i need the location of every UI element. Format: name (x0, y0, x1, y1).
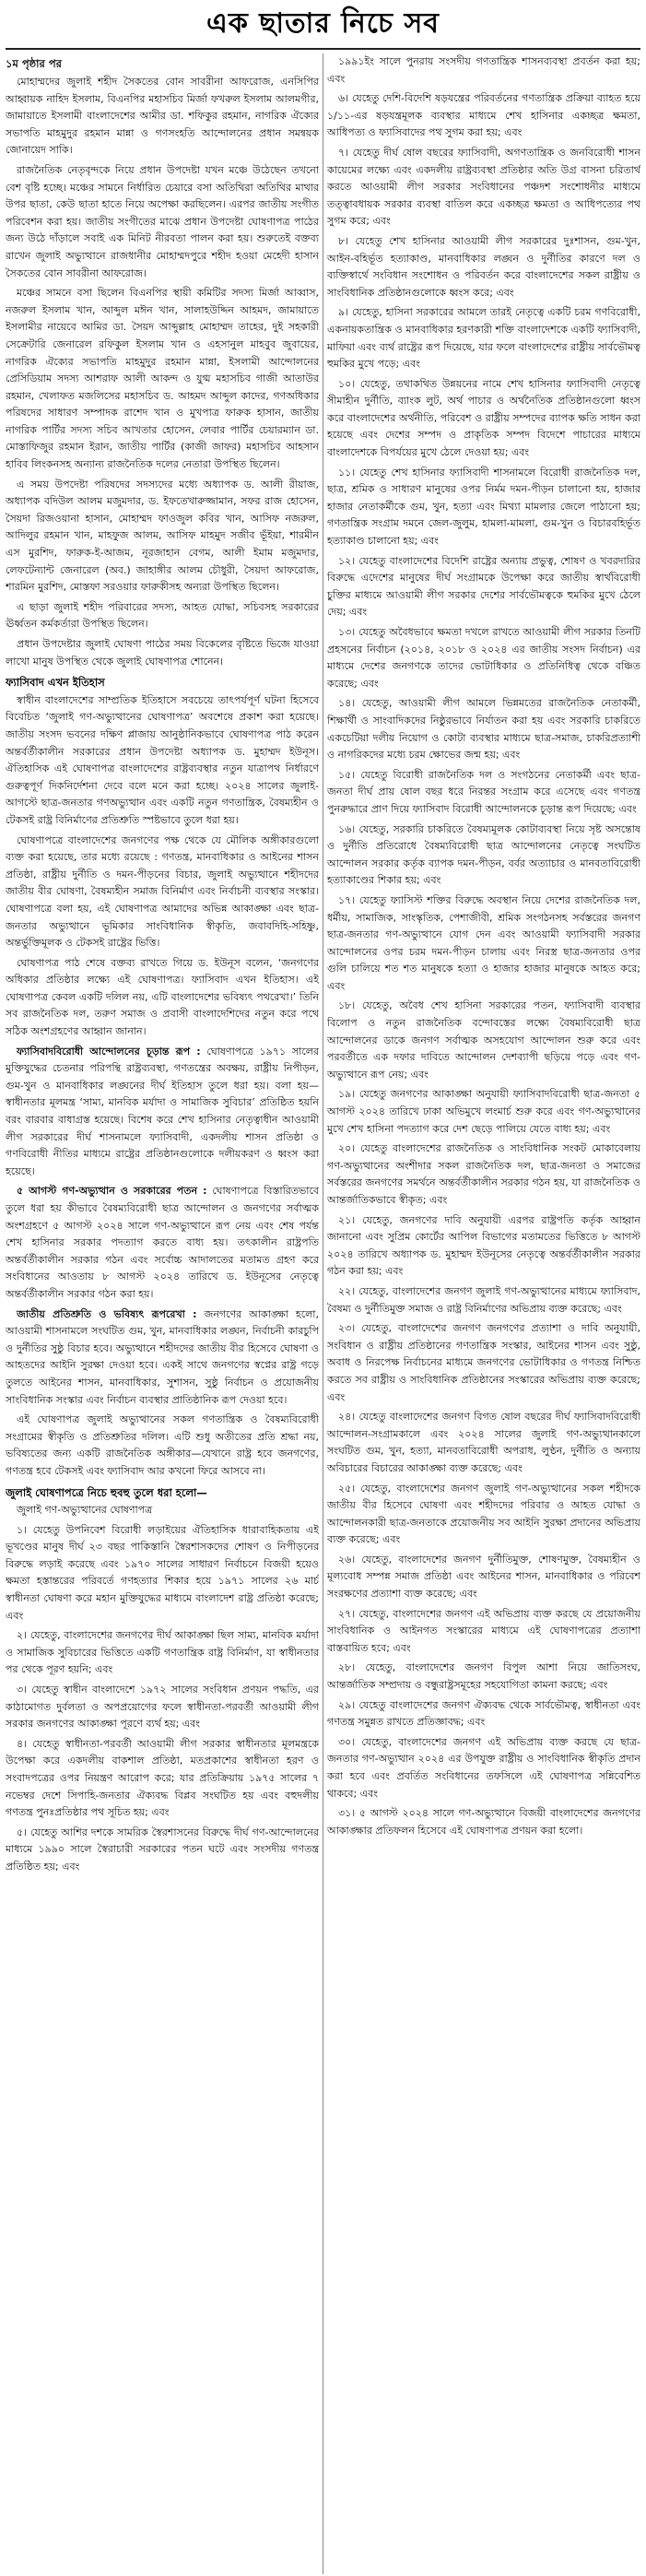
paragraph-lead-heading: ফ্যাসিবাদবিরোধী আন্দোলনের চূড়ান্ত রূপ : (17, 1045, 201, 1058)
article-paragraph: ২৮। যেহেতু, বাংলাদেশের জনগণ বিপুল আশা নিয়ে জাতিসংঘ, আন্তর্জাতিক সম্প্রদায় ও বন্ধুরাষ্ট্রসমূহের সহযোগিতা কামনা করছে; এবং (327, 1661, 640, 1692)
article-paragraph: ঘোষণাপত্রে বাংলাদেশের জনগণের পক্ষ থেকে যে মৌলিক অঙ্গীকারগুলো ব্যক্ত করা হয়েছে, তার মধ্যে রয়েছে : গণতন্ত্র, মানবাধিকার ও আইনের শাসন প্রতিষ্ঠা, রাষ্ট্রীয় দুর্নীতি ও দমন-পীড়নের বিচার, জুলাই অভ্যুত্থানে শহীদদের জাতীয় বীর ঘোষণা, বৈষম্যহীন সমাজ বিনির্মাণ এবং নির্বাচনী ব্যবস্থার সংস্কার। ঘোষণাপত্রে বলা হয়, এই ঘোষণাপত্র আমাদের অভিন্ন আকাঙ্ক্ষা এবং ছাত্র-জনতার অভ্যুত্থানে ভূমিকার সাংবিধানিক স্বীকৃতি, জবাবদিহি-সহিষ্ণু, অন্তর্ভুক্তিমূলক ও টেকসই রাষ্ট্রের ভিত্তি। (6, 833, 319, 950)
article-paragraph: ২৭। যেহেতু, বাংলাদেশের জনগণ এই অভিপ্রায় ব্যক্ত করছে যে প্রয়োজনীয় সাংবিধানিক ও আইনগত সংস্কারের মাধ্যমে এই ঘোষণাপত্রের প্রত্যাশা বাস্তবায়িত হবে; এবং (327, 1607, 640, 1654)
article-paragraph: ঘোষণাপত্র পাঠ শেষে বক্তব্য রাখতে গিয়ে ড. ইউনূস বলেন, ‘জনগণের অধিকার প্রতিষ্ঠার লক্ষ্যে এই ঘোষণাপত্র। ফ্যাসিবাদ এখন ইতিহাস। এই ঘোষণাপত্র কেবল একটি দলিল নয়, এটি বাংলাদেশের ভবিষ্যৎ পথরেখা।’ তিনি সব রাজনৈতিক দল, তরুণ সমাজ ও প্রবাসী বাংলাদেশিদের নতুন করে পথে সঠিক অংশগ্রহণের আহ্বান জানান। (6, 956, 319, 1038)
article-paragraph: এ সময় উপদেষ্টা পরিষদের সদস্যদের মধ্যে অধ্যাপক ড. আলী রীয়াজ, অধ্যাপক বদিউল আলম মজুমদার, ড. ইফতেখারুজ্জামান, সফর রাজ হোসেন, সৈয়দা রিজওয়ানা হাসান, মোহাম্মদ ফাওজুল কবির খান, আসিফ নজরুল, আদিলুর রহমান খান, মাহফুজ আলম, আসিফ মাহমুদ সজীব ভূঁইয়া, শারমীন এস মুরশিদ, ফারুক-ই-আজম, নূরজাহান বেগম, আলী ইমাম মজুমদার, লেফটেন্যান্ট জেনারেল (অব.) জাহাঙ্গীর আলম চৌধুরী, সৈয়দা আফরোজ, শারমিন মুরশিদ, মোস্তফা সরওয়ার ফারুকীসহ অন্যরা উপস্থিত ছিলেন। (6, 478, 319, 594)
article-paragraph: ১৭। যেহেতু ফ্যাসিস্ট শক্তির বিরুদ্ধে অবস্থান নিয়ে দেশের রাজনৈতিক দল, ধর্মীয়, সামাজিক, সাংস্কৃতিক, পেশাজীবী, শ্রমিক সংগঠনসহ সর্বস্তরের জনগণ ছাত্র-জনতার গণ-অভ্যুত্থানে যোগ দেন এবং আওয়ামী ফ্যাসিবাদী সরকার আন্দোলনের ওপর চরম দমন-পীড়ন চালায় এবং নিরস্ত্র ছাত্র-জনতার ওপর গুলি চালিয়ে শত শত মানুষকে হত্যা ও হাজার হাজার মানুষকে আহত করে; এবং (327, 893, 640, 992)
paragraph-lead-heading: ৫ আগস্ট গণ-অভ্যুত্থান ও সরকারের পতন : (17, 1185, 207, 1198)
article-paragraph: ৩০। যেহেতু, বাংলাদেশের জনগণ এই অভিপ্রায় ব্যক্ত করছে যে ছাত্র-জনতার গণ-অভ্যুত্থান ২০২৪ এর উপযুক্ত রাষ্ট্রীয় ও সাংবিধানিক স্বীকৃতি প্রদান করা হবে এবং প্রবর্তিত সংবিধানের তফসিলে এই ঘোষণাপত্র সন্নিবেশিত থাকবে; এবং (327, 1735, 640, 1800)
article-paragraph (6, 1306, 319, 1410)
article-paragraph (6, 1183, 319, 1303)
section-subheading: জুলাই ঘোষণাপত্রে নিচে হুবহু তুলে ধরা হলো— (6, 1485, 207, 1499)
article-paragraph: ১৮। যেহেতু, অবৈধ শেখ হাসিনা সরকারের পতন, ফ্যাসিবাদী ব্যবস্থার বিলোপ ও নতুন রাজনৈতিক বন্দোবস্তের লক্ষ্যে বৈষম্যবিরোধী ছাত্র আন্দোলনের ডাকে জনগণ সর্বাত্মক অসহযোগ আন্দোলন শুরু করে এবং পরবর্তীতে এক দফার দাবিতে আন্দোলন দেশব্যাপী ছড়িয়ে পড়ে এবং গণ-অভ্যুত্থানে রূপ নেয়; এবং (327, 999, 640, 1081)
article-paragraph: ২। যেহেতু, বাংলাদেশের জনগণের দীর্ঘ আকাঙ্ক্ষা ছিল সাম্য, মানবিক মর্যাদা ও সামাজিক সুবিচারের ভিত্তিতে একটি গণতান্ত্রিক রাষ্ট্র বিনির্মাণ, যা স্বাধীনতার পর থেকে পূরণ হয়নি; এবং (6, 1629, 319, 1676)
article-paragraph: জুলাই গণ-অভ্যুত্থানের ঘোষণাপত্র (17, 1504, 153, 1517)
paragraph-text: ঘোষণাপত্রে বিস্তারিতভাবে তুলে ধরা হয় কীভাবে বৈষম্যবিরোধী ছাত্র আন্দোলন ও জনগণের সর্বাত্মক অংশগ্রহণে ৫ আগস্ট ২০২৪ সালে গণ-অভ্যুত্থানে রূপ নেয় এবং শেষ পর্যন্ত শেখ হাসিনার সরকার পদত্যাগ করতে বাধ্য হয়। তৎকালীন রাষ্ট্রপতি অন্তর্বর্তীকালীন সরকার গঠন এবং সর্বোচ্চ আদালতের মতামত গ্রহণ করে সংবিধানের আওতায় ৮ আগস্ট ২০২৪ তারিখে ড. ইউনূসের নেতৃত্বে অন্তর্বর্তীকালীন সরকার গঠন করা হয়। (6, 1185, 319, 1300)
article-paragraph: ২১। যেহেতু, জনগণের দাবি অনুযায়ী এরপর রাষ্ট্রপতি কর্তৃক আহ্বান জানানো এবং সুপ্রিম কোর্টের আপিল বিভাগের মতামতের ভিত্তিতে ৮ আগস্ট ২০২৪ তারিখে অধ্যাপক ড. মুহাম্মদ ইউনূসের নেতৃত্বে অন্তর্বর্তীকালীন সরকার গঠন করা হয়; এবং (327, 1213, 640, 1278)
article-paragraph: ১৯। যেহেতু জনগণের আকাঙ্ক্ষা অনুযায়ী ফ্যাসিবাদবিরোধী ছাত্র-জনতা ৫ আগস্ট ২০২৪ তারিখে ঢাকা অভিমুখে লংমার্চ শুরু করে এবং গণ-অভ্যুত্থানের মুখে শেখ হাসিনা পদত্যাগ করে দেশ ছেড়ে পালিয়ে যেতে বাধ্য হয়; এবং (327, 1088, 640, 1135)
article-paragraph: এ ছাড়া জুলাই শহীদ পরিবারের সদস্য, আহত যোদ্ধা, সচিবসহ সরকারের ঊর্ধ্বতন কর্মকর্তারা উপস্থিত ছিলেন। (6, 600, 319, 631)
article-paragraph: ১৯৯১ইং সালে পুনরায় সংসদীয় গণতান্ত্রিক শাসনব্যবস্থা প্রবর্তন করা হয়; এবং (327, 55, 640, 85)
article-paragraph: ২৩। যেহেতু, বাংলাদেশের জনগণ জনগণের প্রত্যাশা ও দাবি অনুযায়ী, সংবিধান ও রাষ্ট্রীয় প্রতিষ্ঠানের গণতান্ত্রিক সংস্কার, আইনের শাসন এবং সুষ্ঠু, অবাধ ও নিরপেক্ষ নির্বাচনের মাধ্যমে জনগণের ভোটাধিকার ও গণতন্ত্র নিশ্চিত করতে সব রাষ্ট্রীয় ও সাংবিধানিক প্রতিষ্ঠানের সংস্কারের অভিপ্রায় ব্যক্ত করেছে; এবং (327, 1322, 640, 1403)
article-paragraph: রাজনৈতিক নেতৃবৃন্দকে নিয়ে প্রধান উপদেষ্টা যখন মঞ্চে উঠেছেন তখনো বেশ বৃষ্টি হচ্ছে। মঞ্চের সামনে নির্ধারিত চেয়ারে বসা অতিথিরা অতিথির মাথার উপর ছাতা, কেউ ছাতা হাতে নিয়ে অপেক্ষা করছিলেন। এরপর জাতীয় সংগীত পরিবেশন করা হয়। জাতীয় সংগীতের মাঝে প্রধান উপদেষ্টা ঘোষণাপত্র পাঠের জন্য উঠে দাঁড়ালে সবাই এক মিনিট নীরবতা পালন করা হয়। শুরুতেই বক্তব্য রাখেন জুলাই অভ্যুত্থানে রাজধানীর মোহাম্মদপুরে শহীদ হওয়া মেহেদী হাসান সৈকতের বোন সাবরীনা আফরোজ। (6, 163, 319, 279)
article-paragraph: ৩১। ৫ আগস্ট ২০২৪ সালে গণ-অভ্যুত্থানে বিজয়ী বাংলাদেশের জনগণের আকাঙ্ক্ষার প্রতিফলন হিসেবে এই ঘোষণাপত্র প্রণয়ন করা হলো। (327, 1807, 640, 1837)
article-paragraph: মোহাম্মদের জুলাই শহীদ সৈকতের বোন সাবরীনা আফরোজ, এনসিপির আহ্বায়ক নাহিদ ইসলাম, বিএনপির মহাসচিব মির্জা ফখরুল ইসলাম আলমগীর, জামায়াতে ইসলামী বাংলাদেশের আমীর ডা. শফিকুর রহমান, নাগরিক ঐক্যের সভাপতি মাহমুদুর রহমান মান্না ও গণসংহতি আন্দোলনের প্রধান সমন্বয়ক জোনায়েদ সাকি। (6, 76, 319, 157)
article-paragraph: ১৫। যেহেতু বিরোধী রাজনৈতিক দল ও সংগঠনের নেতাকর্মী এবং ছাত্র-জনতা দীর্ঘ প্রায় ষোল বছর ধরে নিরন্তর সংগ্রাম করে এসেছে এবং গণতন্ত্র পুনরুদ্ধারে প্রাণ দিয়ে ফ্যাসিবাদ বিরোধী আন্দোলনকে চূড়ান্ত রূপ দিয়েছে; এবং (327, 768, 640, 815)
article-paragraph: ২৫। যেহেতু, বাংলাদেশের জনগণ জুলাই গণ-অভ্যুত্থানের সকল শহীদকে জাতীয় বীর হিসেবে ঘোষণা এবং শহীদদের পরিবার ও আহত যোদ্ধা ও আন্দোলনকারী ছাত্র-জনতাকে প্রয়োজনীয় সব আইনি সুরক্ষা প্রদানের অভিপ্রায় ব্যক্ত করেছে; এবং (327, 1482, 640, 1546)
article-paragraph: ১৪। যেহেতু, আওয়ামী লীগ আমলে ভিন্নমতের রাজনৈতিক নেতাকর্মী, শিক্ষার্থী ও সাংবাদিকদের নিষ্ঠুরভাবে নির্যাতন করা হয় এবং সরকারি চাকরিতে একচেটিয়া দলীয় নিয়োগ ও কোটা ব্যবস্থার মাধ্যমে ছাত্র-সমাজ, চাকরিপ্রত্যাশী ও নাগরিকদের মধ্যে চরম ক্ষোভের জন্ম হয়; এবং (327, 697, 640, 762)
article-paragraph: ১২। যেহেতু বাংলাদেশের বিদেশি রাষ্ট্রের অন্যায় প্রভুত্ব, শোষণ ও খবরদারির বিরুদ্ধে এদেশের মানুষের দীর্ঘ সংগ্রামকে উপেক্ষা করে জাতীয় স্বার্থবিরোধী চুক্তির মাধ্যমে আওয়ামী লীগ সরকার দেশের সার্বভৌমত্বকে হুমকির মুখে ঠেলে দেয়; এবং (327, 554, 640, 619)
article-paragraph: ৯। যেহেতু, হাসিনা সরকারের আমলে তারই নেতৃত্বে একটি চরম গণবিরোধী, একনায়কতান্ত্রিক ও মানবাধিকার হরণকারী শক্তি বাংলাদেশকে একটি ফ্যাসিবাদী, মাফিয়া এবং ব্যর্থ রাষ্ট্রের রূপ দিয়েছে, যার ফলে বাংলাদেশের রাষ্ট্রীয় সার্বভৌমত্ব হুমকির মুখে পড়ে; এবং (327, 306, 640, 371)
article-paragraph: ৬। যেহেতু দেশি-বিদেশি ষড়যন্ত্রের পরিবর্তনের গণতান্ত্রিক প্রক্রিয়া ব্যাহত হয়ে ১/১১-এর ষড়যন্ত্রমূলক ব্যবস্থার মাধ্যমে শেখ হাসিনার একচ্ছত্র ক্ষমতা, আধিপত্য ও ফ্যাসিবাদের পথ সুগম করা হয়; এবং (327, 92, 640, 139)
paragraph-text: জনগণের আকাঙ্ক্ষা হলো, আওয়ামী শাসনামলে সংঘটিত গুম, খুন, মানবাধিকার লঙ্ঘন, নির্বাচনী কারচুপি ও দুর্নীতির সুষ্ঠু বিচার হবে। অভ্যুত্থানে শহীদদের জাতীয় বীর হিসেবে ঘোষণা ও আহতদের আইনি সুরক্ষা দেওয়া হবে। একই সাথে জনগণের স্বপ্নের রাষ্ট্র গড়ে তুলতে আইনের শাসন, মানবাধিকার, সুশাসন, সুষ্ঠু নির্বাচন ও প্রয়োজনীয় সাংবিধানিক সংস্কার এবং নির্বাচন ব্যবস্থার প্রাতিষ্ঠানিক রূপ দেওয়া হবে। (6, 1307, 319, 1406)
article-paragraph: ৫। যেহেতু আশির দশকে সামরিক স্বৈরশাসনের বিরুদ্ধে দীর্ঘ গণ-আন্দোলনের মাধ্যমে ১৯৯০ সালে স্বৈরাচারী সরকারের পতন ঘটে এবং সংসদীয় গণতন্ত্র প্রতিষ্ঠিত হয়; এবং (6, 1826, 319, 1873)
continued-from-label: ১ম পৃষ্ঠার পর (6, 57, 62, 70)
article-paragraph: ২৬। যেহেতু, বাংলাদেশের জনগণ দুর্নীতিমুক্ত, শোষণমুক্ত, বৈষম্যহীন ও মূল্যবোধ সম্পন্ন সমাজ প্রতিষ্ঠা এবং আইনের শাসন, মানবাধিকার ও পরিবেশ সংরক্ষণের প্রত্যাশা ব্যক্ত করেছে; এবং (327, 1553, 640, 1601)
article-paragraph: ১। যেহেতু উপনিবেশ বিরোধী লড়াইয়ের ঐতিহাসিক ধারাবাহিকতায় এই ভূখণ্ডের মানুষ দীর্ঘ ২৩ বছর পাকিস্তানি স্বৈরশাসকদের শোষণ ও নিপীড়নের বিরুদ্ধে লড়াই করেছে এবং ১৯৭০ সালের সাধারণ নির্বাচনে বিজয়ী হয়েও ক্ষমতা হস্তান্তরের পরিবর্তে গণহত্যার শিকার হয়ে ১৯৭১ সালের ২৬ মার্চ স্বাধীনতা ঘোষণা করে মহান মুক্তিযুদ্ধের মাধ্যমে বাংলাদেশ রাষ্ট্র প্রতিষ্ঠা করেছে; এবং (6, 1523, 319, 1622)
article-paragraph: ২০। যেহেতু বাংলাদেশের রাজনৈতিক ও সাংবিধানিক সংকট মোকাবেলায় গণ-অভ্যুত্থানের অংশীদার সকল রাজনৈতিক দল, ছাত্র-জনতা ও সমাজের সর্বস্তরের জনগণের সমর্থনে অন্তর্বর্তীকালীন সরকার গঠন হয়, যা রাজনৈতিক ও আন্তর্জাতিকভাবে স্বীকৃত; এবং (327, 1142, 640, 1206)
article-paragraph: ১৩। যেহেতু অবৈধভাবে ক্ষমতা দখলে রাখতে আওয়ামী লীগ সরকার তিনটি প্রহসনের নির্বাচন (২০১৪, ২০১৮ ও ২০২৪ এর জাতীয় সংসদ নির্বাচন) এর মাধ্যমে দেশের জনগণকে তাদের ভোটাধিকার ও প্রতিনিধিত্ব থেকে বঞ্চিত করেছে; এবং (327, 626, 640, 690)
paragraph-text: ঘোষণাপত্রে ১৯৭১ সালের মুক্তিযুদ্ধের চেতনার পরিপন্থি রাষ্ট্রব্যবস্থা, গণতন্ত্রের অবক্ষয়, রাষ্ট্রীয় নিপীড়ন, গুম-খুন ও মানবাধিকার লঙ্ঘনের দীর্ঘ ইতিহাস তুলে ধরা হয়। বলা হয়—স্বাধীনতার মূলমন্ত্র ‘সাম্য, মানবিক মর্যাদা ও সামাজিক সুবিচার’ প্রতিষ্ঠিত হয়নি বরং বারবার বাধাগ্রস্ত হয়েছে। বিশেষ করে শেখ হাসিনার নেতৃত্বাধীন আওয়ামী লীগ সরকারের দীর্ঘ শাসনামলে ফ্যাসিবাদী, একদলীয় শাসন প্রতিষ্ঠা ও গণবিরোধী নীতির মাধ্যমে রাষ্ট্রের প্রতিষ্ঠানগুলোকে দলীয়করণ ও ধ্বংস করা হয়েছে। (6, 1045, 319, 1177)
article-paragraph (6, 1044, 319, 1181)
article-paragraph: ৪। যেহেতু স্বাধীনতা-পরবর্তী আওয়ামী লীগ সরকার স্বাধীনতার মূলমন্ত্রকে উপেক্ষা করে একদলীয় বাকশাল প্রতিষ্ঠা, মতপ্রকাশের স্বাধীনতা হরণ ও সংবাদপত্রের ওপর নিয়ন্ত্রণ আরোপ করে; যার প্রতিক্রিয়ায় ১৯৭৫ সালের ৭ নভেম্বর দেশে সিপাহি-জনতার ঐক্যবদ্ধ বিপ্লব সংঘটিত হয় এবং বহুদলীয় গণতন্ত্র পুনঃপ্রতিষ্ঠার পথ সূচিত হয়; এবং (6, 1737, 319, 1819)
article-paragraph: ১৬। যেহেতু, সরকারি চাকরিতে বৈষম্যমূলক কোটাব্যবস্থা নিয়ে সৃষ্ট অসন্তোষ ও দুর্নীতি প্রতিরোধে বৈষম্যবিরোধী ছাত্র আন্দোলনের নেতৃত্বে সংঘটিত আন্দোলন সরকার কর্তৃক ব্যাপক দমন-পীড়ন, বর্বর অত্যাচার ও মানবতাবিরোধী হত্যাকাণ্ডের শিকার হয়; এবং (327, 822, 640, 887)
article-paragraph: মঞ্চের সামনে বসা ছিলেন বিএনপির স্থায়ী কমিটির সদস্য মির্জা আব্বাস, নজরুল ইসলাম খান, আব্দুল মঈন খান, সালাহউদ্দিন আহমদ, জামায়াতে ইসলামীর নায়েবে আমির ডা. সৈয়দ আব্দুল্লাহ মোহাম্মদ তাহের, দুই সহকারী সেক্রেটারি জেনারেল রফিকুল ইসলাম খান ও এহসানুল মাহবুব জুবায়ের, নাগরিক ঐক্যের সভাপতি মাহমুদুর রহমান মান্না, ইসলামী আন্দোলনের প্রেসিডিয়াম সদস্য আশরাফ আলী আকন্দ ও যুগ্ম মহাসচিব গাজী আতাউর রহমান, খেলাফত মজলিসের মহাসচিব ড. আহমদ আব্দুল কাদের, গণঅধিকার পরিষদের সাধারণ সম্পাদক রাশেদ খান ও মুখপাত্র ফারুক হাসান, জাতীয় নাগরিক পার্টির সদস্য সচিব আখতার হোসেন, লেবার পার্টির চেয়ারম্যান ডা. মোস্তাফিজুর রহমান ইরান, জাতীয় পার্টির (কাজী জাফর) মহাসচিব আহসান হাবিব লিংকনসহ অন্যান্য রাজনৈতিক দলের নেতারা উপস্থিত ছিলেন। (6, 287, 319, 471)
article-body (6, 53, 640, 2574)
headline: এক ছাতার নিচে সব (6, 0, 640, 50)
article-paragraph: স্বাধীন বাংলাদেশের সাম্প্রতিক ইতিহাসে সবচেয়ে তাৎপর্যপূর্ণ ঘটনা হিসেবে বিবেচিত ‘জুলাই গণ-অভ্যুত্থানের ঘোষণাপত্র’ অবশেষে প্রকাশ করা হয়েছে। জাতীয় সংসদ ভবনের দক্ষিণ প্লাজায় আনুষ্ঠানিকভাবে ঘোষণাপত্র পাঠ করেন অন্তর্বর্তীকালীন সরকারের প্রধান উপদেষ্টা অধ্যাপক ড. মুহাম্মদ ইউনূস। ঐতিহাসিক এই ঘোষণাপত্র বাংলাদেশের রাষ্ট্রব্যবস্থার নতুন যাত্রাপথ নির্ধারণে গুরুত্বপূর্ণ দিকনির্দেশনা দেবে বলে মনে করা হচ্ছে। ২০২৪ সালের জুলাই-আগস্টে ছাত্র-জনতার গণঅভ্যুত্থান এবং একটি নতুন গণতান্ত্রিক, বৈষম্যহীন ও টেকসই রাষ্ট্র বিনির্মাণের প্রতিশ্রুতি স্পষ্টভাবে তুলে ধরা হয়। (6, 693, 319, 826)
left-column (6, 53, 319, 2574)
article-paragraph: প্রধান উপদেষ্টার জুলাই ঘোষণা পাঠের সময় বিকেলের বৃষ্টিতে ভিজে যাওয়া লাখো মানুষ উপস্থিত থেকে জুলাই ঘোষণাপত্র শোনেন। (6, 638, 319, 668)
article-paragraph: এই ঘোষণাপত্র জুলাই অভ্যুত্থানের সকল গণতান্ত্রিক ও বৈষম্যবিরোধী সংগ্রামের স্বীকৃতি ও প্রতিশ্রুতির দলিল। এটি শুধু অতীতের প্রতি শ্রদ্ধা নয়, ভবিষ্যতের জন্য একটি রাজনৈতিক অঙ্গীকার—যেখানে রাষ্ট্র হবে জনগণের, গণতন্ত্র হবে টেকসই এবং ফ্যাসিবাদ আর কখনো ফিরে আসবে না। (6, 1413, 319, 1477)
paragraph-lead-heading: জাতীয় প্রতিশ্রুতি ও ভবিষ্যৎ রূপরেখা : (17, 1307, 197, 1320)
article-paragraph: ৮। যেহেতু শেখ হাসিনার আওয়ামী লীগ সরকারের দুঃশাসন, গুম-খুন, আইন-বহির্ভূত হত্যাকাণ্ড, মানবাধিকার লঙ্ঘন ও দুর্নীতির কারণে দল ও ব্যক্তিস্বার্থে সংবিধান সংশোধন ও পরিবর্তন করে বাংলাদেশের সকল রাষ্ট্রীয় ও সাংবিধানিক প্রতিষ্ঠানগুলোকে ধ্বংস করে; এবং (327, 234, 640, 299)
right-column (327, 53, 640, 2574)
section-subheading: ফ্যাসিবাদ এখন ইতিহাস (6, 676, 105, 690)
article-paragraph: ১১। যেহেতু শেখ হাসিনার ফ্যাসিবাদী শাসনামলে বিরোধী রাজনৈতিক দল, ছাত্র, শ্রমিক ও সাধারণ মানুষের ওপর নির্মম দমন-পীড়ন চালানো হয়, হাজার হাজার নেতাকর্মীকে গুম, খুন, হত্যা এবং মিথ্যা মামলার জেলে পাঠানো হয়; গণতান্ত্রিক সংগ্রাম দমনে জেল-জুলুম, হামলা-মামলা, গুম-খুন ও বিচারবহির্ভূত হত্যাকাণ্ড চালানো হয়; এবং (327, 466, 640, 548)
article-paragraph: ৭। যেহেতু দীর্ঘ ষোল বছরের ফ্যাসিবাদী, অগণতান্ত্রিক ও জনবিরোধী শাসন কায়েমের লক্ষ্যে এবং একদলীয় রাষ্ট্রব্যবস্থা প্রতিষ্ঠার অতি উগ্র বাসনা চরিতার্থ করতে আওয়ামী লীগ সরকার সংবিধানের পঞ্চদশ সংশোধনীর মাধ্যমে তত্ত্বাবধায়ক সরকার ব্যবস্থা বাতিল করে একচ্ছত্র ক্ষমতা ও আধিপত্যের পথ সুগম করে; এবং (327, 146, 640, 228)
article-paragraph: ৩। যেহেতু স্বাধীন বাংলাদেশে ১৯৭২ সালের সংবিধান প্রণয়ন পদ্ধতি, এর কাঠামোগত দুর্বলতা ও অপপ্রয়োগের ফলে স্বাধীনতা-পরবর্তী আওয়ামী লীগ সরকার জনগণের আকাঙ্ক্ষা পূরণে ব্যর্থ হয়; এবং (6, 1684, 319, 1731)
article-paragraph: ২৪। যেহেতু বাংলাদেশের জনগণ বিগত ষোল বছরের দীর্ঘ ফ্যাসিবাদবিরোধী আন্দোলন-সংগ্রামকালে এবং ২০২৪ সালের জুলাই গণ-অভ্যুত্থানকালে সংঘটিত গুম, খুন, হত্যা, মানবতাবিরোধী অপরাধ, লুণ্ঠন, দুর্নীতি ও অন্যায় অবিচারের বিচারের আকাঙ্ক্ষা ব্যক্ত করেছে; এবং (327, 1411, 640, 1474)
article-paragraph: ২২। যেহেতু, বাংলাদেশের জনগণ জুলাই গণ-অভ্যুত্থানের মাধ্যমে ফ্যাসিবাদ, বৈষম্য ও দুর্নীতিমুক্ত সমাজ ও রাষ্ট্র বিনির্মাণের অভিপ্রায় ব্যক্ত করেছে; এবং (327, 1284, 640, 1315)
article-paragraph: ২৯। যেহেতু বাংলাদেশের জনগণ ঐক্যবদ্ধ থেকে সার্বভৌমত্ব, স্বাধীনতা এবং গণতন্ত্র সমুন্নত রাখতে প্রতিজ্ঞাবদ্ধ; এবং (327, 1698, 640, 1729)
article-paragraph: ১০। যেহেতু, তথাকথিত উন্নয়নের নামে শেখ হাসিনার ফ্যাসিবাদী নেতৃত্বে সীমাহীন দুর্নীতি, ব্যাংক লুট, অর্থ পাচার ও অর্থনৈতিক প্রতিষ্ঠানগুলো ধ্বংস করে বাংলাদেশের অর্থনীতি, পরিবেশ ও রাষ্ট্রীয় সম্পদের ব্যাপক ক্ষতি সাধন করা হয়েছে এবং দেশের সম্পদ ও প্রাকৃতিক সম্পদ বিদেশে পাচারের মাধ্যমে বাংলাদেশকে বিপর্যয়ের মুখে ঠেলে দেওয়া হয়; এবং (327, 377, 640, 459)
